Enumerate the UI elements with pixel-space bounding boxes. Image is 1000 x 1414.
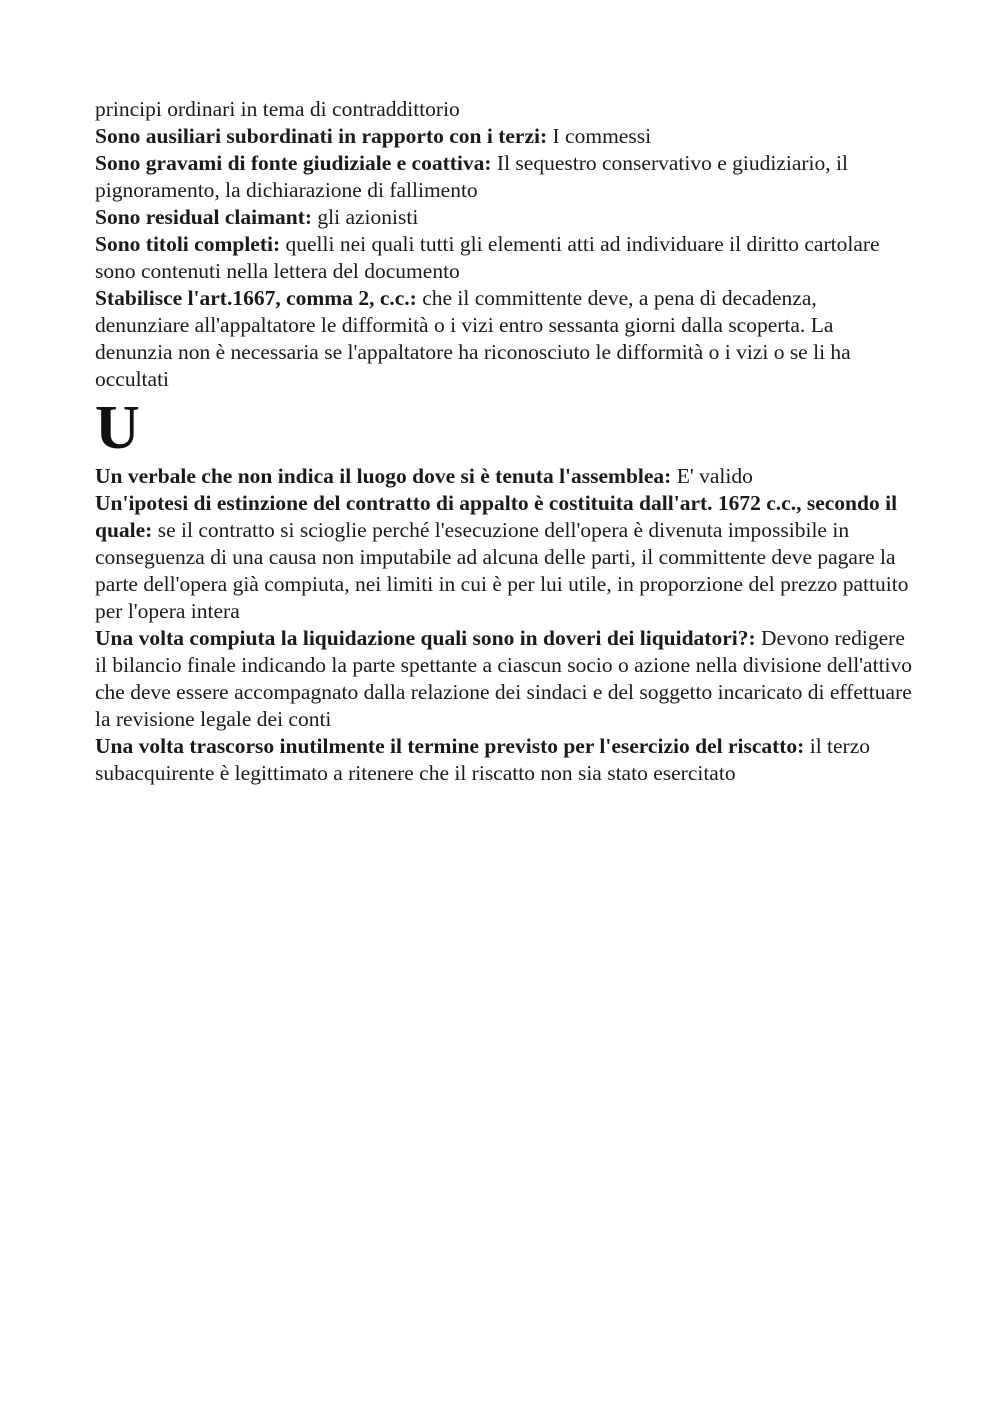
glossary-entry: [95, 490, 915, 625]
entry-answer: E' valido: [671, 464, 753, 488]
section-letter-heading: U: [95, 394, 140, 462]
entry-question: Una volta compiuta la liquidazione quali sono in doveri dei liquidatori?:: [95, 626, 756, 650]
entry-question: Sono titoli completi:: [95, 232, 281, 256]
entry-answer: il terzo subacquirente è legittimato a ritenere che il riscatto non sia stato esercitato: [95, 734, 871, 785]
entry-answer: quelli nei quali tutti gli elementi atti ad individuare il diritto cartolare sono contenuti nella lettera del documento: [95, 232, 880, 283]
entry-question: Sono residual claimant:: [95, 205, 313, 229]
entry-answer: Devono redigere il bilancio finale indicando la parte spettante a ciascun socio o azione nella divisione dell'attivo che deve essere accompagnato dalla relazione dei sindaci e del soggetto incaricato di effettuare la revisione legale dei conti: [95, 626, 913, 731]
glossary-entry: [95, 231, 915, 285]
glossary-entry: [95, 285, 915, 393]
entry-answer: I commessi: [547, 124, 652, 148]
glossary-entry: [95, 150, 915, 204]
entry-question: Stabilisce l'art.1667, comma 2, c.c.:: [95, 286, 417, 310]
entry-question: Un'ipotesi di estinzione del contratto di appalto è costituita dall'art. 1672 c.c., secondo il quale:: [95, 491, 898, 542]
glossary-entry: [95, 204, 915, 231]
glossary-entry: [95, 123, 915, 150]
entry-question: Sono ausiliari subordinati in rapporto con i terzi:: [95, 124, 548, 148]
entry-question: Un verbale che non indica il luogo dove si è tenuta l'assemblea:: [95, 464, 672, 488]
glossary-entry: [95, 463, 915, 490]
entry-answer: gli azionisti: [312, 205, 419, 229]
entry-question: Una volta trascorso inutilmente il termine previsto per l'esercizio del riscatto:: [95, 734, 805, 758]
glossary-entry: [95, 733, 915, 787]
entry-answer: Il sequestro conservativo e giudiziario, il pignoramento, la dichiarazione di fallimento: [95, 151, 848, 202]
glossary-entry: [95, 625, 915, 733]
document-page: [95, 96, 915, 787]
entry-answer: se il contratto si scioglie perché l'esecuzione dell'opera è divenuta impossibile in conseguenza di una causa non imputabile ad alcuna delle parti, il committente deve pagare la parte dell'opera già compiuta, nei limiti in cui è per lui utile, in proporzione del prezzo pattuito per l'opera intera: [95, 518, 909, 623]
entry-answer: che il committente deve, a pena di decadenza, denunziare all'appaltatore le difformità o i vizi entro sessanta giorni dalla scoperta. La denunzia non è necessaria se l'appaltatore ha riconosciuto le difformità o i vizi o se li ha occultati: [95, 286, 851, 391]
entry-question: Sono gravami di fonte giudiziale e coattiva:: [95, 151, 492, 175]
continuation-text: principi ordinari in tema di contraddittorio: [95, 97, 460, 121]
